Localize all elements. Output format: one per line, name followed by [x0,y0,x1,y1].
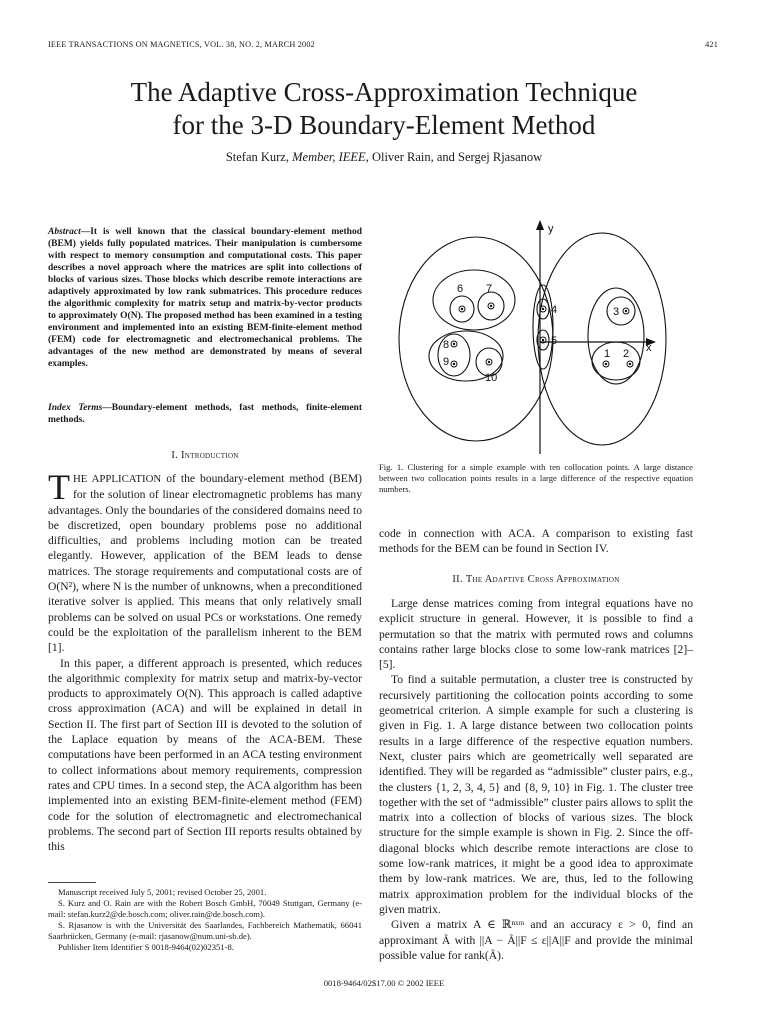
author-list [0,150,768,165]
section-2-body [379,596,693,963]
point-7-label: 7 [486,283,493,295]
point-2-label: 2 [623,348,630,360]
title-line-2: for the 3-D Boundary-Element Method [172,110,596,140]
index-terms-text: —Boundary-element methods, fast methods, finite-element methods. [48,403,362,425]
figure-clustering-diagram [398,218,708,464]
footnote-identifier: Publisher Item Identifier S 0018-9464(02)02351-8. [58,942,234,952]
point-6-dot [461,308,463,310]
title-line-1: The Adaptive Cross-Approximation Technique [130,77,638,107]
author-membership: Member, IEEE [292,150,366,164]
cluster-1-2-3 [588,288,644,384]
index-terms [48,402,362,426]
section-2-title: The Adaptive Cross Approximation [465,574,620,585]
abstract [48,226,362,370]
abstract-text: —It is well known that the classical boundary-element method (BEM) yields fully populated matrices. Their manipulation is cumbersome with respect to memory consumption and computational costs. This paper describes a novel approach where the matrices are split into collections of blocks of various sizes. Those blocks which describe remote interactions are adaptively approximated by low rank submatrices. This procedure reduces the algorithmic complexity for matrix setup and matrix-by-vector products to approximately O(N). The proposed method has been examined in a testing environment and implemented into an existing BEM-finite-element method (FEM) code for electromagnetic and electromechanical problems. The advantages of the new method are demonstrated by means of several examples. [48,227,362,369]
section-2-number: II. [452,574,466,585]
page-number: 421 [705,40,718,49]
index-terms-lead: Index Terms [48,403,103,413]
point-4-dot [542,308,544,310]
footnote-rule [48,882,96,883]
footnote-manuscript: Manuscript received July 5, 2001; revised October 25, 2001. [58,887,267,897]
cluster-left-root [399,237,553,441]
point-9-dot [453,363,455,365]
point-5-dot [542,339,544,341]
cluster-1-2 [592,342,640,380]
section-1-number: I. [171,450,181,461]
section-2-paragraph-1: Large dense matrices coming from integral equations have no explicit structure in general. However, it is possible to find a permutation so that the matrix with permuted rows and columns contains rather large blocks close to some low-rank matrices [2]–[5]. [379,597,693,672]
authors-part-1: Stefan Kurz, [225,150,293,164]
point-5-label: 5 [551,335,558,347]
section-1-title: Introduction [181,450,239,461]
footnotes [48,882,362,953]
intro-opening-caps: HE APPLICATION [73,473,162,485]
section-heading-introduction [48,450,362,461]
footnote-affiliation-1: S. Kurz and O. Rain are with the Robert Bosch GmbH, 70049 Stuttgart, Germany (e-mail: stefan.kurz2@de.bosch.com; oliver.rain@de.bosch.com). [48,898,362,919]
y-axis-label: y [548,223,554,235]
point-3-dot [625,310,627,312]
point-7-dot [490,305,492,307]
paper-title [0,76,768,142]
intro-paragraph-1-text: of the boundary-element method (BEM) for the solution of linear electromagnetic problems has many advantages. Only the boundaries of the considered domains need to be discretized, open boundary problems pose no additional difficulties, and problems including motion can be treated elegantly. However, application of the BEM leads to dense matrices. The storage requirements and computational costs are of O(N²), where N is the number of unknowns, when a preconditioned iterative solver is applied. This means that only relatively small problems can be solved on usual PCs or workstations. One remedy could be the exploitation of the parallelism inherent to the BEM [1]. [48,472,362,655]
point-1-dot [605,363,607,365]
y-axis-arrow [536,220,544,230]
point-8-label: 8 [443,339,450,351]
figure-caption: Fig. 1. Clustering for a simple example with ten collocation points. A large distance between two collocation points results in a large difference of the respective equation numbers. [379,462,693,494]
intro-continuation-text: code in connection with ACA. A comparison to existing fast methods for the BEM can be found in Section IV. [379,527,693,556]
copyright-line: 0018-9464/02$17.00 © 2002 IEEE [323,978,445,988]
point-3-label: 3 [613,306,620,318]
point-8-dot [453,343,455,345]
cluster-3 [607,297,635,325]
abstract-lead: Abstract [48,227,81,237]
point-10-label: 10 [485,372,498,384]
section-2-paragraph-2: To find a suitable permutation, a cluster tree is constructed by recursively partitioning the collocation points according to some geometrical criterion. A simple example for such a clustering is given in Fig. 1. A large distance between two collocation points results in a large difference of the respective equation numbers. Next, cluster pairs which are geometrically well separated are identified. They will be regarded as “admissible” cluster pairs, e.g., the clusters {1, 2, 3, 4, 5} and {8, 9, 10} in Fig. 1. The cluster tree together with the set of “admissible” cluster pairs allows to split the matrix into a collection of blocks of various sizes. The block structure for the simple example is shown in Fig. 2. Since the off-diagonal blocks which describe remote interactions are close to some low-rank matrices, it might be a good idea to approximate them by low-rank matrices. We are, thus, led to the following matrix approximation problem for the individual blocks of the given matrix. [379,673,693,916]
point-10-dot [488,361,490,363]
point-2-dot [629,363,631,365]
intro-paragraph-1 [48,467,362,656]
section-heading-aca [379,574,693,585]
authors-part-2: , Oliver Rain, and Sergej Rjasanow [365,150,543,164]
drop-cap: T [48,467,70,507]
introduction-body [48,467,362,854]
x-axis-label: x [646,342,652,354]
journal-header: IEEE TRANSACTIONS ON MAGNETICS, VOL. 38, NO. 2, MARCH 2002 [48,40,315,49]
footnote-affiliation-2: S. Rjasanow is with the Universität des Saarlandes, Fachbereich Mathematik, 66041 Saarbrücken, Germany (e-mail: rjasanow@num.uni-sb.de). [48,920,362,941]
point-1-label: 1 [604,348,611,360]
point-4-label: 4 [551,304,558,316]
intro-paragraph-2: In this paper, a different approach is presented, which reduces the algorithmic complexity for matrix setup and matrix-by-vector products to approximately O(N). This approach is called adaptive cross approximation (ACA) and will be explained in detail in Section II. The first part of Section III is devoted to the solution of the Laplace equation by means of the ACA-BEM. These computations have been performed in an ACA testing environment to collect informations about memory requirements, compression rates and CPU times. In a second step, the ACA algorithm has been implemented into an existing BEM-finite-element method (FEM) code for the solution of electromagnetic and electromechanical problems. The second part of Section III reports results obtained by this [48,656,362,854]
section-2-paragraph-3: Given a matrix A ∈ ℝⁿˣᵐ and an accuracy ε > 0, find an approximant Ã with ||A − Ã||F ≤ ε||A||F and provide the minimal possible value for rank(Ã). [379,918,693,962]
point-9-label: 9 [443,356,450,368]
intro-continuation [379,526,693,557]
point-6-label: 6 [457,283,464,295]
